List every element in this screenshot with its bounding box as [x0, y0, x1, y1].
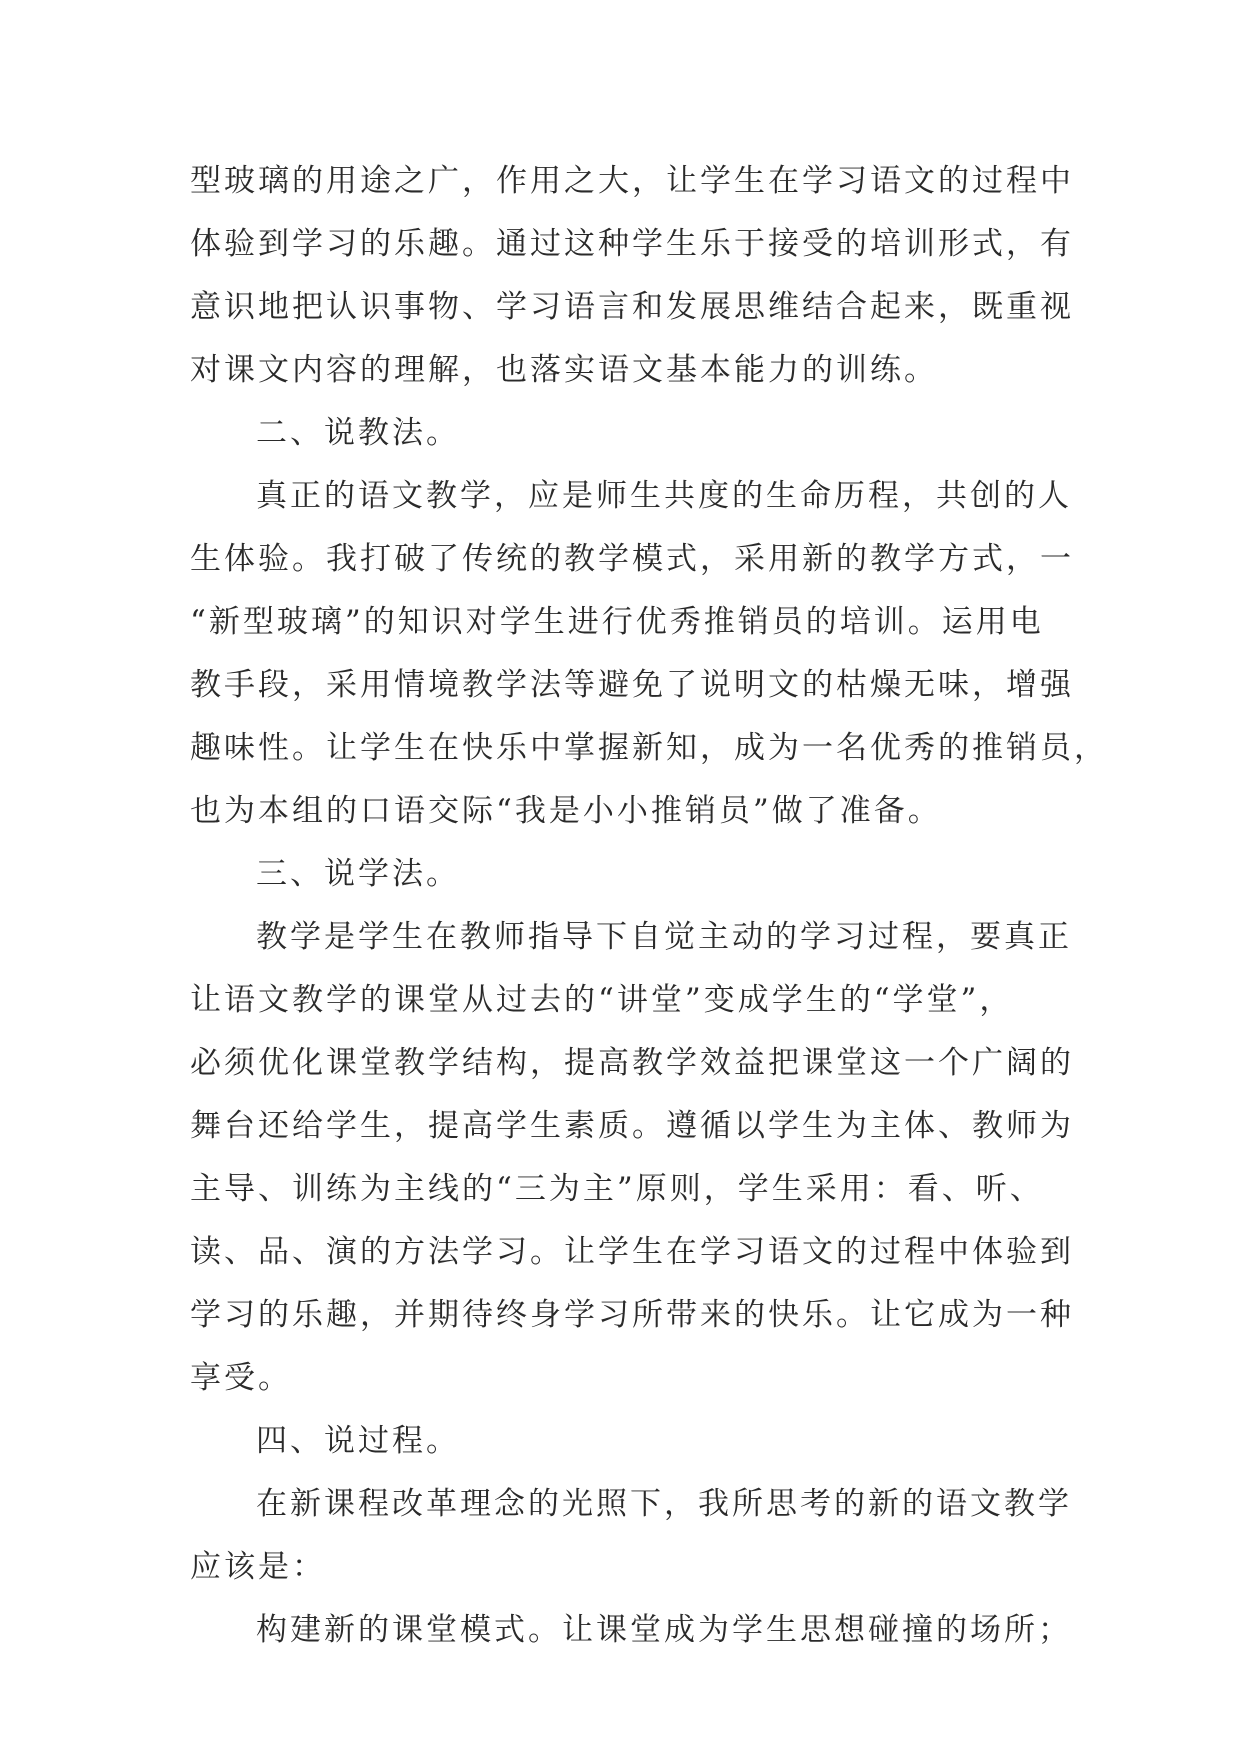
section-heading-learning-method: 三、说学法。 — [256, 856, 460, 892]
body-line: 应该是： — [190, 1549, 326, 1585]
body-line: 必须优化课堂教学结构，提高教学效益把课堂这一个广阔的 — [190, 1045, 1074, 1081]
document-body — [190, 150, 1108, 1662]
body-line: 对课文内容的理解，也落实语文基本能力的训练。 — [190, 352, 938, 388]
body-line: 生体验。我打破了传统的教学模式，采用新的教学方式，一 — [190, 541, 1074, 577]
body-line: 主导、训练为主线的“三为主”原则，学生采用：看、听、 — [190, 1171, 1044, 1207]
body-line: 读、品、演的方法学习。让学生在学习语文的过程中体验到 — [190, 1234, 1074, 1270]
body-line: 在新课程改革理念的光照下，我所思考的新的语文教学 — [256, 1486, 1072, 1522]
body-line: 教手段，采用情境教学法等避免了说明文的枯燥无味，增强 — [190, 667, 1074, 703]
body-line: 享受。 — [190, 1360, 292, 1396]
body-line: 真正的语文教学，应是师生共度的生命历程，共创的人 — [256, 478, 1072, 514]
body-line: 构建新的课堂模式。让课堂成为学生思想碰撞的场所； — [256, 1612, 1072, 1648]
body-line: 教学是学生在教师指导下自觉主动的学习过程，要真正 — [256, 919, 1072, 955]
body-line: 趣味性。让学生在快乐中掌握新知，成为一名优秀的推销员， — [190, 730, 1108, 766]
body-line: 型玻璃的用途之广，作用之大，让学生在学习语文的过程中 — [190, 163, 1074, 199]
body-line: 也为本组的口语交际“我是小小推销员”做了准备。 — [190, 793, 942, 829]
body-line: 体验到学习的乐趣。通过这种学生乐于接受的培训形式，有 — [190, 226, 1074, 262]
body-line: 意识地把认识事物、学习语言和发展思维结合起来，既重视 — [190, 289, 1074, 325]
body-line: 学习的乐趣，并期待终身学习所带来的快乐。让它成为一种 — [190, 1297, 1074, 1333]
section-heading-teaching-method: 二、说教法。 — [256, 415, 460, 451]
body-line: 舞台还给学生，提高学生素质。遵循以学生为主体、教师为 — [190, 1108, 1074, 1144]
body-line: “新型玻璃”的知识对学生进行优秀推销员的培训。运用电 — [190, 604, 1044, 640]
section-heading-process: 四、说过程。 — [256, 1423, 460, 1459]
body-line: 让语文教学的课堂从过去的“讲堂”变成学生的“学堂”， — [190, 982, 1014, 1018]
